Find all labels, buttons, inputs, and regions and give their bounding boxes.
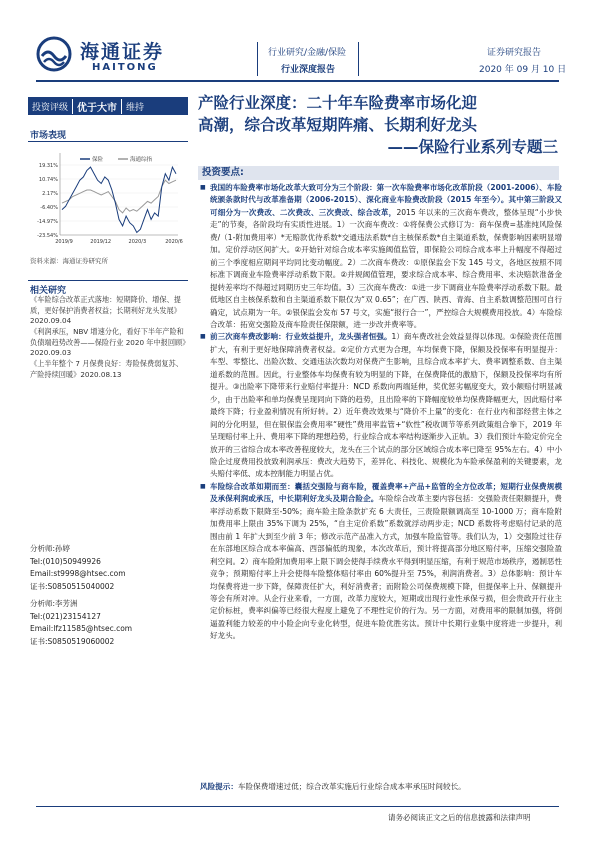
- related-item[interactable]: 《车险综合改革正式落地：短期降价、增保、提质，更好保护消费者权益；长期利好龙头发展》2020.09.04: [30, 295, 181, 325]
- analyst-block: [30, 598, 190, 648]
- logo-text-en: HAITONG: [92, 62, 158, 73]
- analyst-tel: Tel:(010)50949926: [30, 556, 101, 566]
- header-divider: [257, 42, 258, 76]
- y-tick-label: -23.54%: [37, 232, 58, 239]
- key-point-3-text: 车险综合改革主要内容包括：交强险责任限额提升，费率浮动系数下限降至-50%；商车险主险条款扩充 6 大责任，三责险限额调高至 10-1000 万；商车险附加费用率上限由 35%下调为 25%，“自主定价系数”系数就浮动两步走；NCD 系数将考虑赔付记录的范围由前 1 年扩大到至少前 3 年；修改示范产品准入方式，加强车险监管等。我们认为，1）交强险过往存在东部地区综合成本率偏高、西部偏低的现象，本次改革后，预计将提高部分地区赔付率，压缩交强险盈利空间。2）商车险附加费用率上限下调会使得手续费水平得到明显压缩，有利于规范市场秩序，遏制恶性竞争；预期赔付率上升会使得车险整体赔付率由 60%提升至 75%，利润消费者。3）总体影响：预计车均保费将进一步下降，保障责任扩大，利好消费者；而附险公司保费规模下降，但提保率上升、保额提升等会有所对冲。从企行业来看，一方面，改革力度较大，短期或出现行业性承保亏损，但会贵政开行业主定价标桩，费率纠偏等已经很大程度上避免了不理性定价的行为。另一方面，对费用率的限制加强，将倒逼盈利能力较差的中小险企向专业化转型，促进车险优胜劣汰。预计中长期行业集中度将进一步提升，利好龙头。: [210, 494, 562, 641]
- key-point-2: [200, 331, 562, 480]
- analyst-name: 分析师:李芳洲: [30, 599, 78, 608]
- analyst-block: [30, 543, 190, 593]
- key-point-1-text: 2015 年以来的三次商车费改，整体呈现“小步快走”的节奏，各阶段均有实质性进展。1）一次商车费改：①将保费公式修订为：商车保费=基准纯风险保费/（1-附加费用率）*无赔款优待系数*交通违法系数*自主核保系数*自主渠道系数，保费影响因素明显增加。定价浮动区间扩大。②开始针对综合成本率实施阈值监管，即保险公司综合成本率上升幅度不得超过前三个季度相应期间平均同比变动幅度。2）二次商车费改：①原保监会下发 145 号文，各地区按照不同标准下调商业车险费率浮动系数下限。②并规阈值管理，要求综合成本率、综合费用率、未决赔款准备金提转差率均不得超过同期历史三年均值。3）三次商车费改：①进一步下调商业车险费率浮动系数下限。最低地区自主核保系数和自主渠道系数下限仅为“双 0.65”；在广西、陕西、青海、自主系数调整范围可自行确定，试点期为一年。②银保监会发布 57 号文，实施“报行合一”，严控综合大规模费用投放。4）车险综合改革：拓宽交强险及商车险责任保限额，进一步改并费率等。: [210, 207, 562, 329]
- report-title: [198, 92, 568, 158]
- related-list: [30, 295, 190, 381]
- key-points-bar: [198, 166, 559, 180]
- risk-warning: [200, 781, 562, 792]
- chart-source: 资料来源：海通证券研究所: [30, 257, 108, 265]
- y-tick-label: 2.17%: [42, 190, 58, 197]
- analyst-name: 分析师:孙婷: [30, 544, 71, 553]
- key-points-body: [200, 182, 562, 643]
- key-point-1-lead: 我国的车险费率市场化改革大致可分为三个阶段：第一次车险费率市场化改革阶段（2001-2006）、车险统颁条款时代与改革准备期（2006-2015）、深化商业车险费改阶段（2015 年至今）。其中第三阶段又可细分为一次费改、二次费改、三次费改、综合改革，: [210, 183, 562, 217]
- title-line-3: ——保险行业系列专题三: [387, 138, 558, 156]
- header-divider: [358, 42, 359, 76]
- header-date: 2020 年 09 月 10 日: [479, 65, 567, 75]
- header-rule: [36, 80, 559, 82]
- logo-text-cn: 海通证券: [80, 41, 165, 63]
- key-points-heading: 投资要点:: [202, 167, 244, 178]
- legend-label-1: 海通综指: [130, 157, 153, 163]
- series-line-保险: [62, 167, 176, 232]
- left-rule: [28, 141, 188, 142]
- y-tick-label: -14.97%: [37, 218, 58, 225]
- rating-bar: [28, 97, 188, 115]
- y-tick-label: 10.74%: [38, 176, 58, 183]
- haitong-logo-icon: [36, 36, 72, 72]
- analyst-cert: 证书:S0850515040002: [30, 581, 115, 591]
- key-point-1: [200, 182, 562, 331]
- x-tick-label: 2019/12: [90, 239, 112, 245]
- left-rule: [28, 280, 188, 281]
- analyst-email[interactable]: Email:lfz11585@htsec.com: [30, 624, 133, 633]
- y-tick-label: 19.31%: [38, 162, 58, 169]
- rating-value: 优于大市: [72, 99, 122, 114]
- risk-label: 风险提示：: [200, 782, 238, 791]
- key-point-2-text: 1）商车费改社会效益显得以体现。①保险责任范围扩大，有利于更好地保障消费者权益。②定价方式更为合理，车均保费下降，保额及投保率有明显提升：车型、零整比、出险次数、交通违法次数均对保费产生影响，且综合成本率扩大、费率调整系数、自主渠道系数的范围。因此，行业整体车均保费有较为明显的下降，在保费降低的激励下，保额及投保率均有所提升。③出险率下降带来行业赔付率提升：NCD 系数向两端延伸，奖优惩劣幅度变大，致小额赔付明显减少，由于出险率和单均保费呈现同向下降的趋势，且出险率的下降幅度较单均保费降幅更大，因此赔付率最终下降；行业盈利情况有所好转。2）近年费改效果与“降价不上量”的变化：在行业内和部经营主体之间的分化明显，但在银保监会费用率“硬性”费用率监管+“软性”税收调节等系列政策组合拳下，2019 年呈现赔付率上升、费用率下降的理想趋势，行业综合成本率结构逐渐步入正轨。3）我们预计车险定价完全放开的三省综合成本率改善程度较大，龙头在三个试点的部分区域综合成本率已降至 95%左右。4）中小险企过度费用投放致利润承压：费改大趋势下，差异化、科技化、规模化为车险承保盈利的关键要素，龙头赔付率低、成本控制能力明显占优。: [210, 332, 562, 479]
- legend-label-0: 保险: [92, 157, 104, 163]
- market-performance-chart: [28, 145, 188, 253]
- footer-disclaimer: 请务必阅读正文之后的信息披露和法律声明: [388, 813, 531, 822]
- rating-label: 投资评级: [32, 102, 69, 113]
- x-tick-label: 2020/6: [165, 239, 183, 245]
- key-point-3: [200, 481, 562, 643]
- analyst-tel: Tel:(021)23154127: [30, 611, 101, 621]
- y-tick-label: -6.40%: [40, 204, 58, 211]
- title-line-1: 产险行业深度：二十年车险费率市场化迎: [198, 94, 478, 112]
- title-line-2: 高潮，综合改革短期阵痛、长期利好龙头: [198, 116, 478, 134]
- related-item[interactable]: 《上半年整个 7 月保费良好：寿险保费弱复苏、产险持续回暖》2020.08.13: [30, 359, 183, 379]
- key-point-3-lead: 车险综合改革如期而至：囊括交强险与商车险，覆盖费率+产品+监管的全方位改革；短期行业保费规模及承保利润或承压，中长期利好龙头及期合险企。: [210, 481, 562, 504]
- footer-rule: [36, 806, 559, 807]
- header-report-type: 证券研究报告: [487, 48, 542, 58]
- related-heading: 相关研究: [30, 286, 67, 296]
- header-report-kind: 行业深度报告: [281, 65, 336, 75]
- key-point-2-lead: 前三次商车费改影响：行业效益提升，龙头强者恒强。: [210, 332, 392, 342]
- analyst-cert: 证书:S0850519060002: [30, 636, 115, 646]
- analyst-email[interactable]: Email:st9998@htsec.com: [30, 569, 126, 578]
- related-item[interactable]: 《利润承压，NBV 增速分化，看好下半年产险和负债端趋势改善——保险行业 2020 年中报回顾》2020.09.03: [30, 327, 190, 357]
- x-tick-label: 2020/3: [128, 239, 147, 245]
- rating-change: 维持: [126, 102, 145, 113]
- x-tick-label: 2019/9: [55, 239, 73, 245]
- header-category: 行业研究/金融/保险: [268, 48, 347, 58]
- market-heading: 市场表现: [30, 131, 67, 141]
- risk-text: 车险保费增速过低；综合改革实施后行业综合成本率承压时间较长。: [237, 782, 466, 791]
